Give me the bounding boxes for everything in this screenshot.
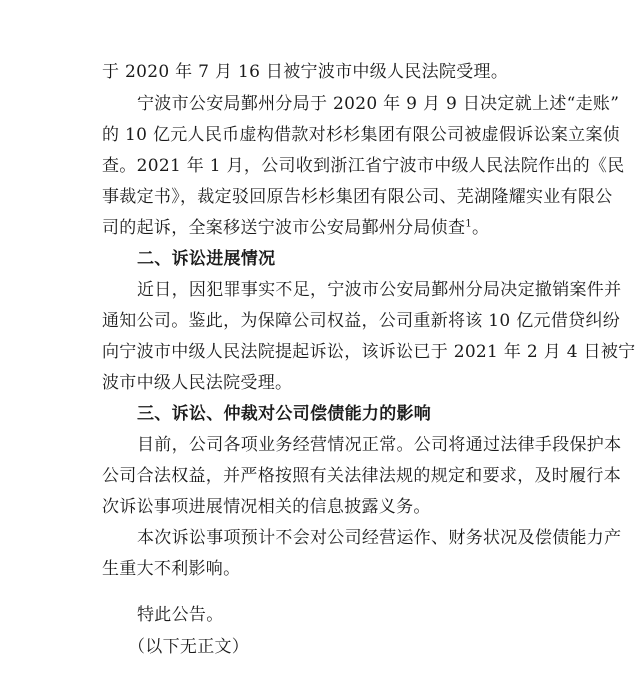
p4-line-1: 本次诉讼事项预计不会对公司经营运作、财务状况及偿债能力产 — [137, 528, 622, 548]
p1-line-5-end: 。 — [471, 218, 490, 238]
closing-statement: 特此公告。 — [137, 605, 224, 625]
p3-line-2: 公司合法权益，并严格按照有关法律法规的规定和要求，及时履行本 — [102, 466, 621, 486]
p3-line-3: 次诉讼事项进展情况相关的信息披露义务。 — [102, 497, 431, 517]
p1-line-5-text: 司的起诉，全案移送宁波市公安局鄞州分局侦查 — [102, 218, 466, 238]
end-note: （以下无正文） — [128, 637, 250, 657]
p0-line-1: 于 2020 年 7 月 16 日被宁波市中级人民法院受理。 — [102, 62, 509, 82]
p2-line-2: 通知公司。鉴此，为保障公司权益，公司重新将该 10 亿元借贷纠纷 — [102, 311, 621, 331]
p1-line-4: 事裁定书》，裁定驳回原告杉杉集团有限公司、芜湖隆耀实业有限公 — [102, 187, 613, 207]
p3-line-1: 目前，公司各项业务经营情况正常。公司将通过法律手段保护本 — [137, 435, 622, 455]
p2-line-3: 向宁波市中级人民法院提起诉讼，该诉讼已于 2021 年 2 月 4 日被宁 — [102, 342, 636, 362]
footnote-marker: 1 — [465, 218, 472, 230]
section-3-heading: 三、诉讼、仲裁对公司偿债能力的影响 — [137, 404, 432, 424]
p2-line-1: 近日，因犯罪事实不足，宁波市公安局鄞州分局决定撤销案件并 — [137, 280, 622, 300]
p1-line-3: 查。2021 年 1 月，公司收到浙江省宁波市中级人民法院作出的《民 — [102, 156, 625, 176]
p1-line-5 — [102, 217, 489, 239]
section-2-heading: 二、诉讼进展情况 — [137, 249, 276, 269]
p2-line-4: 波市中级人民法院受理。 — [102, 373, 293, 393]
p1-line-1: 宁波市公安局鄞州分局于 2020 年 9 月 9 日决定就上述“走账” — [137, 94, 620, 114]
p4-line-2: 生重大不利影响。 — [102, 559, 241, 579]
p1-line-2: 的 10 亿元人民币虚构借款对杉杉集团有限公司被虚假诉讼案立案侦 — [102, 125, 621, 145]
